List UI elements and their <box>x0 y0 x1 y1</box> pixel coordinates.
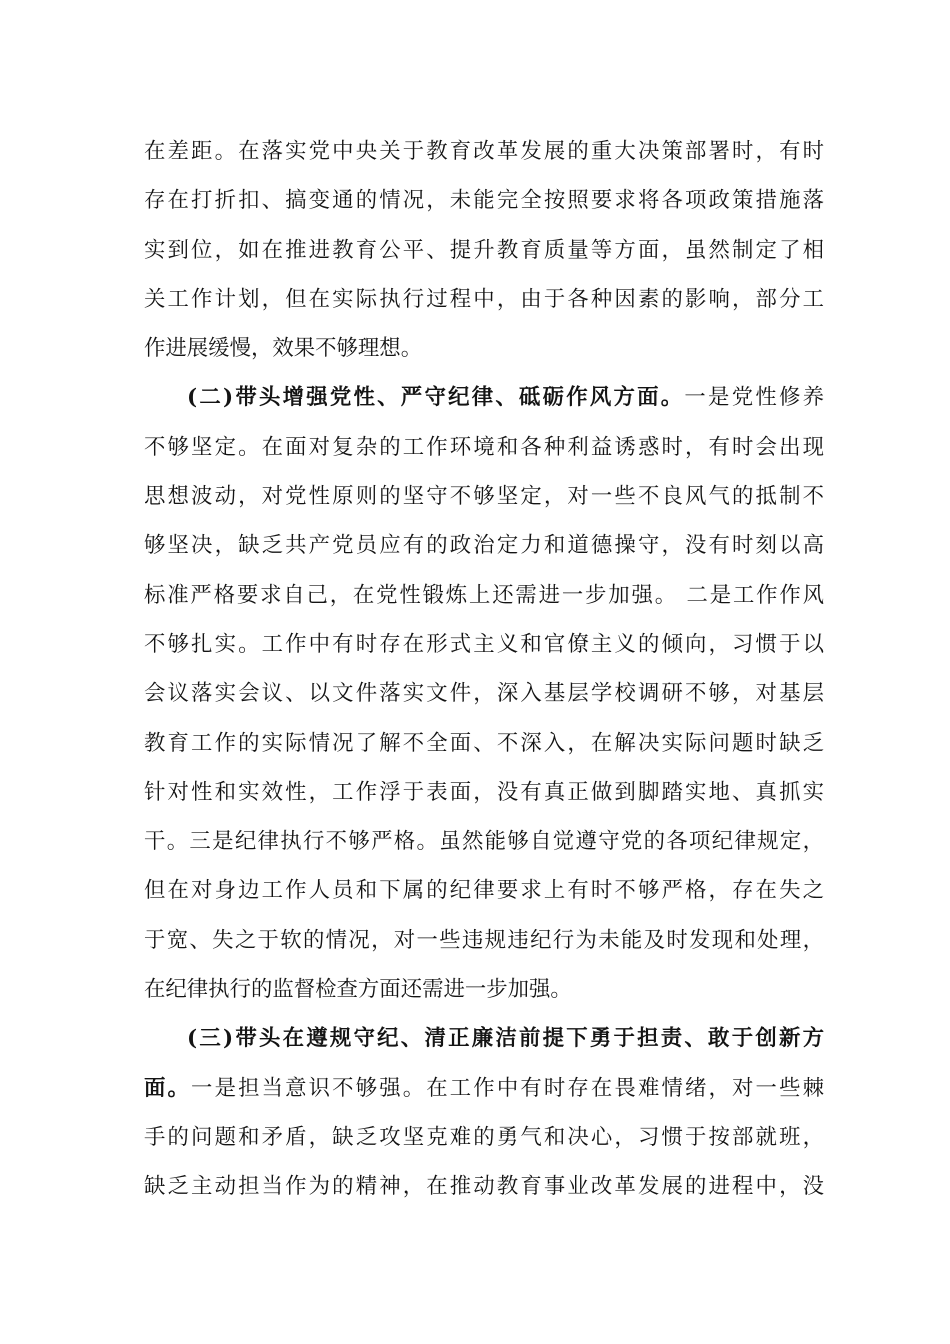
section-heading-line <box>144 1019 824 1068</box>
text-line: 不够扎实。工作中有时存在形式主义和官僚主义的倾向，习惯于以 <box>144 631 824 657</box>
text-line: 手的问题和矛盾，缺乏攻坚克难的勇气和决心，习惯于按部就班， <box>144 1124 824 1150</box>
text-line: 干。三是纪律执行不够严格。虽然能够自觉遵守党的各项纪律规定， <box>144 829 824 855</box>
text-line: 标准严格要求自己，在党性锻炼上还需进一步加强。 二是工作作风 <box>144 582 824 608</box>
text-line: 思想波动，对党性原则的坚守不够坚定，对一些不良风气的抵制不 <box>144 484 824 510</box>
section-heading-3: (三)带头在遵规守纪、清正廉洁前提下勇于担责、敢于创新方 <box>187 1026 824 1052</box>
text-line: 会议落实会议、以文件落实文件，深入基层学校调研不够，对基层 <box>144 681 824 707</box>
text-line: 在纪律执行的监督检查方面还需进一步加强。 <box>144 977 572 1003</box>
section-heading-2: (二)带头增强党性、严守纪律、砥砺作风方面。 <box>187 385 685 411</box>
text-line: 但在对身边工作人员和下属的纪律要求上有时不够严格，存在失之 <box>144 878 824 904</box>
text-line: 在差距。在落实党中央关于教育改革发展的重大决策部署时，有时 <box>144 139 824 164</box>
text-line: 于宽、失之于软的情况，对一些违规违纪行为未能及时发现和处理， <box>144 927 824 953</box>
text-line: 教育工作的实际情况了解不全面、不深入，在解决实际问题时缺乏 <box>144 730 824 756</box>
text-line: 作进展缓慢，效果不够理想。 <box>144 336 423 362</box>
section-heading-3-end: 面。 <box>144 1075 192 1101</box>
text-line: 针对性和实效性，工作浮于表面，没有真正做到脚踏实地、真抓实 <box>144 779 824 805</box>
text-line: 存在打折扣、搞变通的情况，未能完全按照要求将各项政策措施落 <box>144 188 824 214</box>
text-line: 缺乏主动担当作为的精神，在推动教育事业改革发展的进程中，没 <box>144 1174 824 1200</box>
text-line: 关工作计划，但在实际执行过程中，由于各种因素的影响，部分工 <box>144 286 824 312</box>
text-line: 面。一是担当意识不够强。在工作中有时存在畏难情绪，对一些棘 <box>144 1075 824 1101</box>
text-line: 不够坚定。在面对复杂的工作环境和各种利益诱惑时，有时会出现 <box>144 434 824 460</box>
document-body <box>144 132 824 1217</box>
text-line: 够坚决，缺乏共产党员应有的政治定力和道德操守，没有时刻以高 <box>144 533 824 559</box>
text-line: 实到位，如在推进教育公平、提升教育质量等方面，虽然制定了相 <box>144 237 824 263</box>
section-heading-line: (二)带头增强党性、严守纪律、砥砺作风方面。一是党性修养 <box>187 385 824 411</box>
